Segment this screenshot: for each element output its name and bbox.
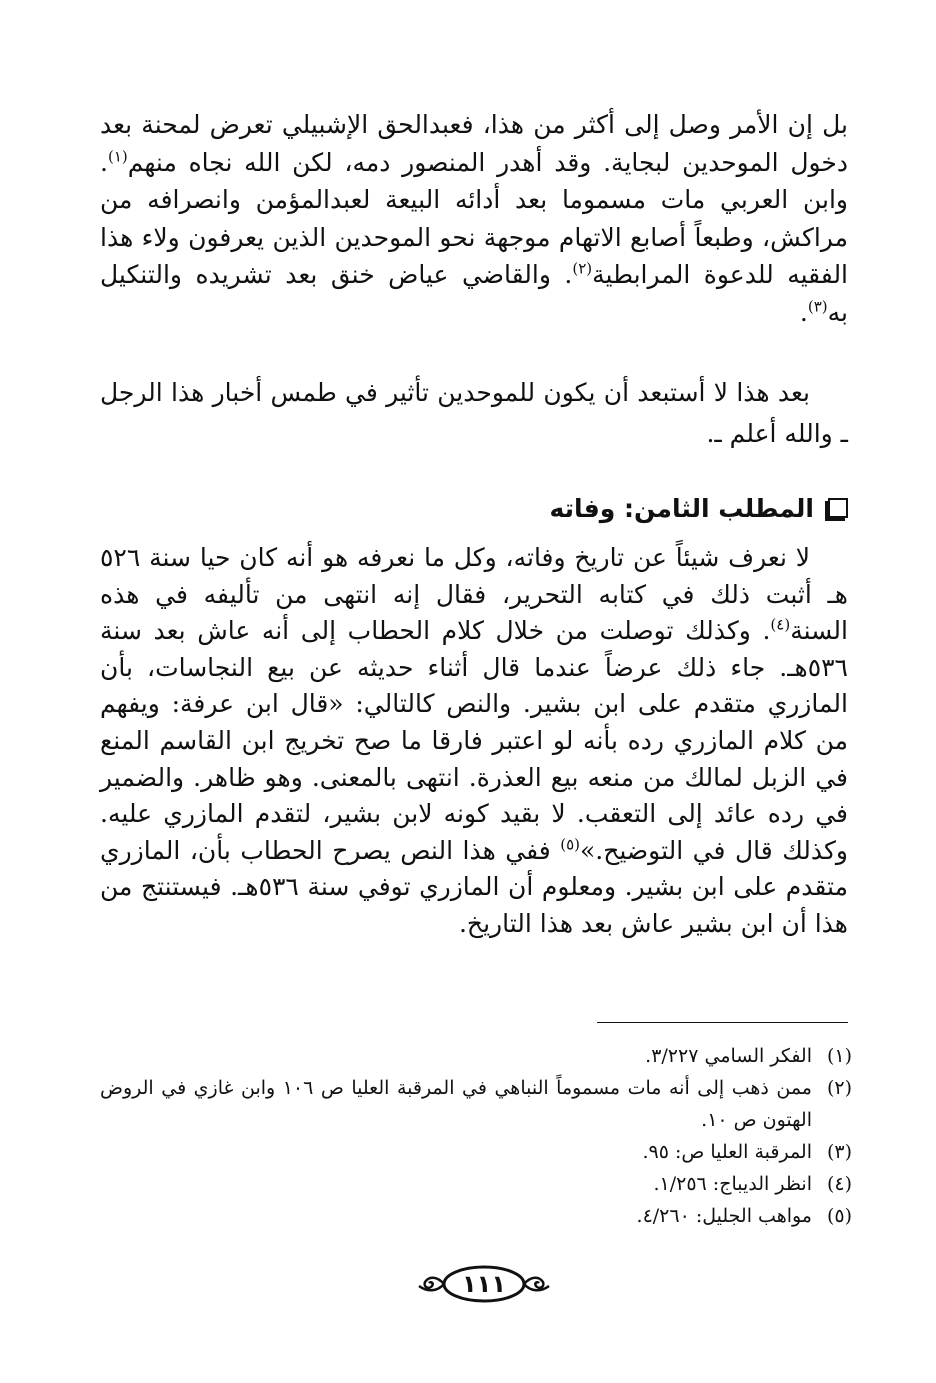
paragraph-1-text-c: . والقاضي عياض خنق بعد تشريده والتنكيل به	[100, 260, 848, 327]
paragraph-2-text: بعد هذا لا أستبعد أن يكون للموحدين تأثير في طمس أخبار هذا الرجل ـ والله أعلم ـ.	[100, 378, 848, 448]
footnote-ref-3[interactable]: (٣)	[807, 297, 828, 316]
section-heading	[549, 486, 848, 530]
paragraph-1	[100, 106, 848, 331]
footnote-text: ممن ذهب إلى أنه مات مسموماً النباهي في المرقبة العليا ص ١٠٦ وابن غازي في الروض الهتون ص ١٠.	[100, 1077, 812, 1131]
square-bullet-icon	[828, 498, 848, 518]
footnotes	[100, 1040, 852, 1232]
footnote-text: انظر الديباج: ١/٢٥٦.	[653, 1173, 812, 1195]
paragraph-1-text-d: .	[799, 297, 808, 327]
footnote-item	[100, 1040, 852, 1072]
section-heading-text: المطلب الثامن: وفاته	[549, 493, 814, 523]
footnote-text: الفكر السامي ٣/٢٢٧.	[645, 1045, 812, 1067]
page-number: ١١١	[462, 1270, 506, 1298]
footnote-ref-2[interactable]: (٢)	[572, 259, 593, 278]
footnote-ref-5[interactable]: (٥)	[560, 835, 580, 854]
paragraph-3-text-b: . وكذلك توصلت من خلال كلام الحطاب إلى أنه عاش بعد سنة ٥٣٦هـ. جاء ذلك عرضاً عندما قال أثناء حديثه عن بيع النجاسات، بأن المازري متقدم على ابن بشير. والنص كالتالي: «قال ابن عرفة: ويفهم من كلام المازري رده بأنه لو اعتبر فارقا ما صح تخريج ابن القاسم المنع في الزبل لمالك من منعه بيع العذرة. انتهى بالمعنى. وهو ظاهر. والضمير في رده عائد إلى التعقب. لا بقيد كونه لابن بشير، لتقدم المازري عليه. وكذلك قال في التوضيح.»	[100, 616, 848, 865]
paragraph-2	[100, 372, 848, 454]
footnote-number: (٤)	[826, 1173, 852, 1195]
footnote-number: (١)	[826, 1045, 852, 1067]
footnote-ref-4[interactable]: (٤)	[770, 615, 791, 634]
footnote-number: (٥)	[826, 1205, 852, 1227]
footnote-item	[100, 1200, 852, 1232]
footnote-text: مواهب الجليل: ٤/٢٦٠.	[636, 1205, 812, 1227]
footnote-item	[100, 1072, 852, 1136]
page-number-ornament	[415, 1262, 553, 1306]
footnote-item	[100, 1168, 852, 1200]
footnote-text: المرقبة العليا ص: ٩٥.	[642, 1141, 812, 1163]
footnote-number: (٣)	[826, 1141, 852, 1163]
footnote-ref-1[interactable]: (١)	[107, 147, 128, 166]
paragraph-3	[100, 540, 848, 943]
paragraph-3-text-a: لا نعرف شيئاً عن تاريخ وفاته، وكل ما نعرفه هو أنه كان حيا سنة ٥٢٦ هـ أثبت ذلك في كتابه التحرير، فقال إنه انتهى من تأليفه في هذه السنة	[100, 543, 848, 646]
paragraph-1-text-a: بل إن الأمر وصل إلى أكثر من هذا، فعبدالحق الإشبيلي تعرض لمحنة بعد دخول الموحدين لبجاية. وقد أهدر المنصور دمه، لكن الله نجاه منهم	[100, 110, 848, 177]
footnote-item	[100, 1136, 852, 1168]
paragraph-1-text-b: . وابن العربي مات مسموما بعد أدائه البيعة لعبدالمؤمن وانصرافه من مراكش، وطبعاً أصابع الاتهام موجهة نحو الموحدين الذين يعرفون ولاء هذا الفقيه للدعوة المرابطية	[100, 147, 849, 289]
footnote-separator	[597, 1022, 848, 1023]
paragraph-3-text-c: ففي هذا النص يصرح الحطاب بأن، المازري متقدم على ابن بشير. ومعلوم أن المازري توفي سنة ٥٣٦هـ. فيستنتج من هذا أن ابن بشير عاش بعد هذا التاريخ.	[100, 835, 848, 938]
footnote-number: (٢)	[826, 1077, 852, 1099]
